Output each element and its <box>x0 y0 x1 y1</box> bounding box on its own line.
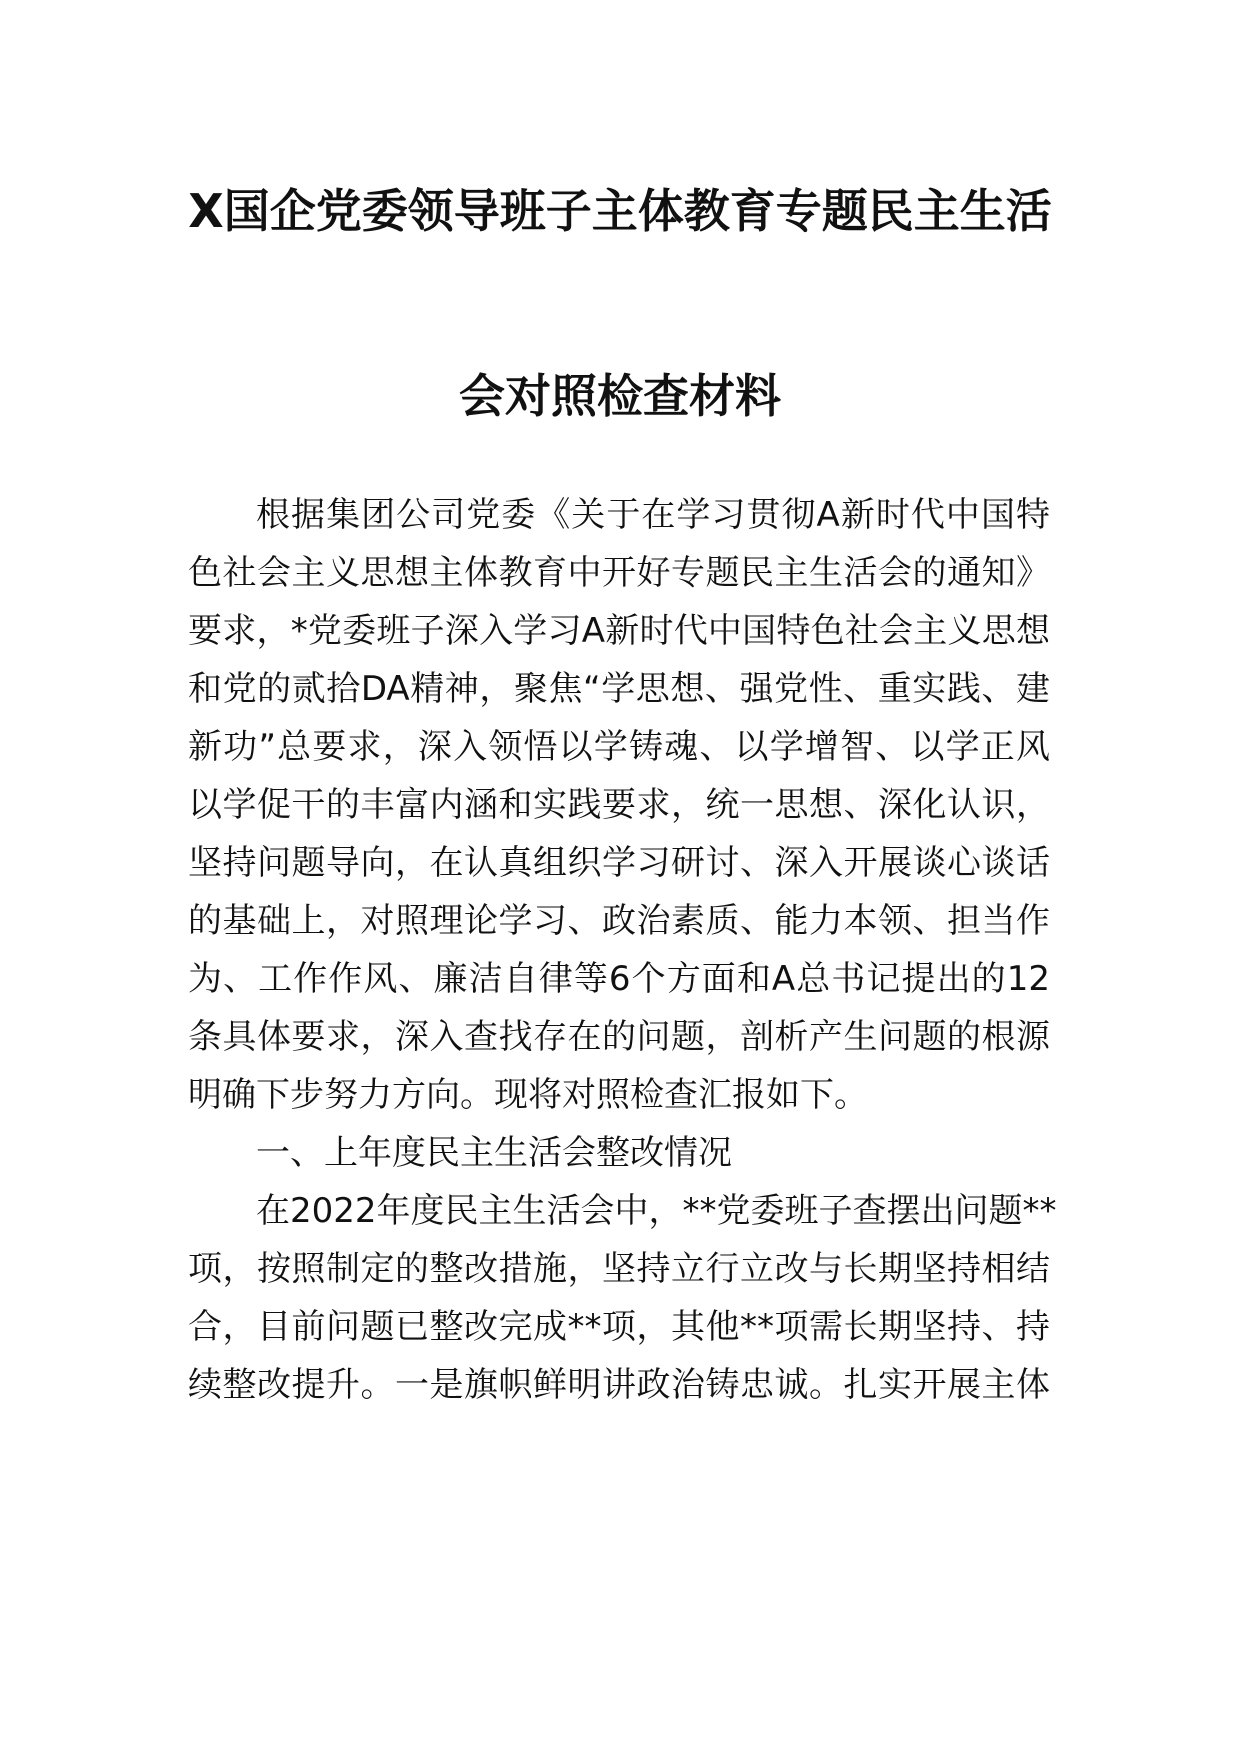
paragraph-line: 项，按照制定的整改措施，坚持立行立改与长期坚持相结 <box>188 1249 1050 1289</box>
paragraph-line: 要求，*党委班子深入学习A新时代中国特色社会主义思想 <box>188 611 1050 651</box>
paragraph-line: 色社会主义思想主体教育中开好专题民主生活会的通知》 <box>188 553 1050 593</box>
paragraph-line: 明确下步努力方向。现将对照检查汇报如下。 <box>188 1075 868 1115</box>
paragraph-line: 根据集团公司党委《关于在学习贯彻A新时代中国特 <box>256 495 1050 535</box>
paragraph-line: 条具体要求，深入查找存在的问题，剖析产生问题的根源 <box>188 1017 1050 1057</box>
paragraph-line: 在2022年度民主生活会中，**党委班子查摆出问题** <box>256 1191 1057 1231</box>
paragraph-line: 以学促干的丰富内涵和实践要求，统一思想、深化认识， <box>188 785 1050 825</box>
paragraph-line: 坚持问题导向，在认真组织学习研讨、深入开展谈心谈话 <box>188 843 1050 883</box>
document-title-line-1: X国企党委领导班子主体教育专题民主生活 <box>188 184 1052 238</box>
paragraph-line: 为、工作作风、廉洁自律等6个方面和A总书记提出的12 <box>188 959 1050 999</box>
paragraph-line: 续整改提升。一是旗帜鲜明讲政治铸忠诚。扎实开展主体 <box>188 1365 1050 1405</box>
paragraph-line: 的基础上，对照理论学习、政治素质、能力本领、担当作 <box>188 901 1050 941</box>
paragraph-line: 合，目前问题已整改完成**项，其他**项需长期坚持、持 <box>188 1307 1050 1347</box>
paragraph-line: 和党的贰拾DA精神，聚焦“学思想、强党性、重实践、建 <box>188 669 1050 709</box>
document-title-line-2: 会对照检查材料 <box>459 369 781 423</box>
section-heading: 一、上年度民主生活会整改情况 <box>256 1133 732 1173</box>
paragraph-line: 新功”总要求，深入领悟以学铸魂、以学增智、以学正风 <box>188 727 1050 767</box>
